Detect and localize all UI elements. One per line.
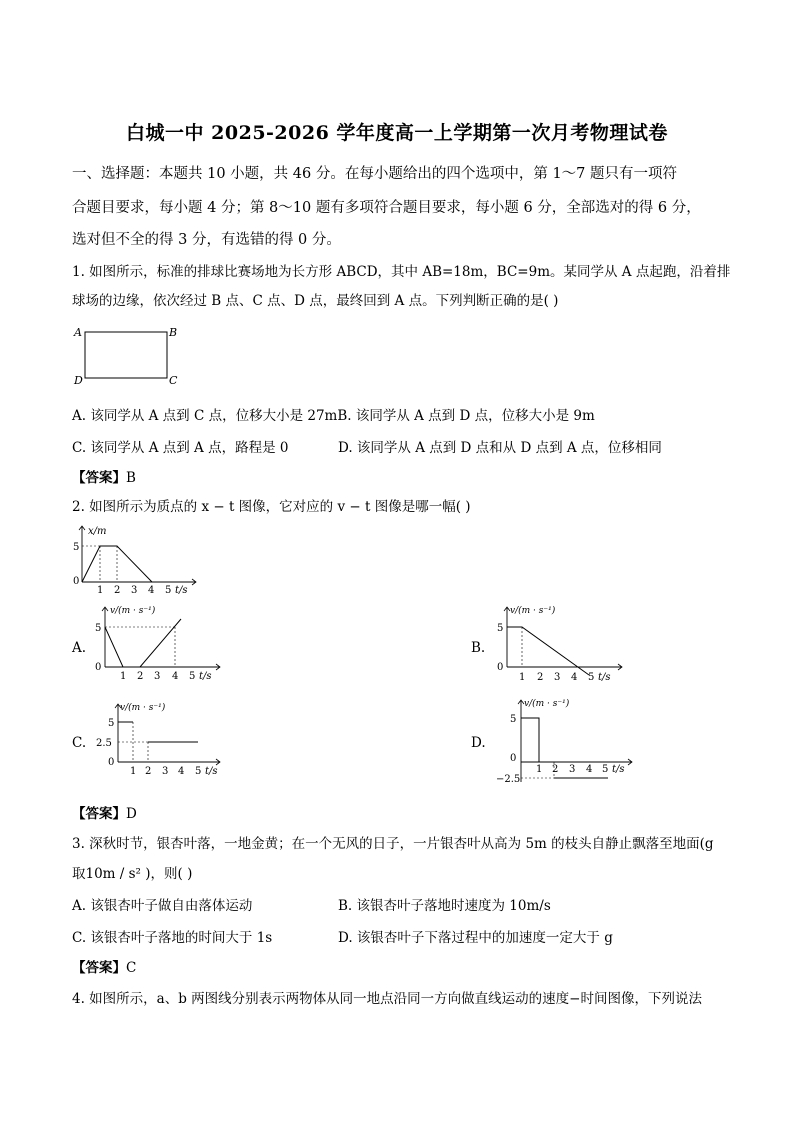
vt-c-tick-5: 5 (195, 766, 202, 777)
vt-b-tick-2: 2 (537, 672, 544, 683)
vt-d-yneg: −2.5 (496, 774, 521, 785)
q3-stem-line-2: 取10m / s² )，则( ) (72, 866, 193, 882)
q2-vt-graph-a (88, 603, 228, 685)
q2-option-a-label: A. (72, 640, 87, 656)
q1-option-d: D. 该同学从 A 点到 D 点和从 D 点到 A 点，位移相同 (338, 440, 662, 456)
vt-a-y5: 5 (95, 623, 102, 634)
vt-a-ylabel: v/(m · s⁻¹) (110, 606, 156, 616)
vt-d-tick-3: 3 (569, 764, 576, 775)
xt-tick-3: 3 (131, 585, 138, 596)
vt-c-tick-1: 1 (130, 766, 137, 777)
q3-option-c: C. 该银杏叶子落地的时间大于 1s (72, 930, 273, 946)
vt-a-tick-2: 2 (137, 671, 144, 682)
xt-y5: 5 (73, 542, 80, 553)
answer-label: 【答案】 (72, 470, 126, 486)
answer-value: B (126, 470, 136, 486)
court-label-c: C (169, 374, 178, 387)
vt-d-tick-2: 2 (552, 764, 559, 775)
q3-option-b: B. 该银杏叶子落地时速度为 10m/s (338, 898, 551, 914)
vt-d-zero: 0 (510, 753, 517, 764)
vt-c-ylabel: v/(m · s⁻¹) (120, 703, 166, 713)
q2-option-c-label: C. (72, 735, 87, 751)
q1-stem-line-2: 球场的边缘，依次经过 B 点、C 点、D 点，最终回到 A 点。下列判断正确的是( ) (72, 293, 559, 309)
q3-option-d: D. 该银杏叶子下落过程中的加速度一定大于 g (338, 930, 613, 946)
section-instructions-line-3: 选对但不全的得 3 分，有选错的得 0 分。 (72, 232, 341, 248)
vt-c-tick-3: 3 (162, 766, 169, 777)
xt-ylabel: x/m (88, 526, 107, 537)
q2-stem: 2. 如图所示为质点的 x − t 图像，它对应的 v − t 图像是哪一幅( ) (72, 499, 471, 515)
q1-option-a-b: A. 该同学从 A 点到 C 点，位移大小是 27mB. 该同学从 A 点到 D 点，位移大小是 9m (72, 408, 595, 424)
court-label-d: D (74, 374, 83, 387)
court-label-a: A (74, 326, 82, 339)
q1-option-c: C. 该同学从 A 点到 A 点，路程是 0 (72, 440, 289, 456)
vt-d-tick-4: 4 (586, 764, 593, 775)
vt-b-xlabel: t/s (598, 672, 611, 683)
q2-option-b-label: B. (471, 640, 486, 656)
q1-stem-line-1: 1. 如图所示，标准的排球比赛场地为长方形 ABCD，其中 AB=18m，BC=9m。某同学从 A 点起跑，沿着排 (72, 264, 731, 280)
xt-zero: 0 (73, 576, 80, 587)
q2-vt-graph-d (494, 694, 636, 789)
q3-stem-line-1: 3. 深秋时节，银杏叶落，一地金黄；在一个无风的日子，一片银杏叶从高为 5m 的枝头自静止飘落至地面(g (72, 836, 714, 852)
vt-b-ylabel: v/(m · s⁻¹) (510, 606, 556, 616)
vt-c-y5: 5 (108, 718, 115, 729)
q1-answer (72, 466, 136, 486)
xt-tick-2: 2 (114, 585, 121, 596)
section-instructions-line-1: 一、选择题：本题共 10 小题，共 46 分。在每小题给出的四个选项中，第 1～7 题只有一项符 (72, 166, 678, 182)
vt-d-tick-1: 1 (536, 764, 543, 775)
vt-d-tick-5: 5 (602, 764, 609, 775)
vt-b-tick-5: 5 (588, 672, 595, 683)
answer-label: 【答案】 (72, 806, 126, 822)
vt-d-ylabel: v/(m · s⁻¹) (524, 699, 570, 709)
vt-a-tick-3: 3 (154, 671, 161, 682)
vt-b-tick-4: 4 (571, 672, 578, 683)
vt-a-xlabel: t/s (199, 671, 212, 682)
vt-c-tick-2: 2 (145, 766, 152, 777)
xt-tick-4: 4 (148, 585, 155, 596)
q1-court-figure (70, 320, 190, 390)
vt-b-zero: 0 (497, 662, 504, 673)
q2-xt-graph (70, 520, 200, 600)
vt-b-tick-3: 3 (554, 672, 561, 683)
vt-c-zero: 0 (108, 757, 115, 768)
q2-option-d-label: D. (471, 735, 486, 751)
answer-label: 【答案】 (72, 960, 126, 976)
section-instructions-line-2: 合题目要求，每小题 4 分；第 8～10 题有多项符合题目要求，每小题 6 分，全部选对的得 6 分， (72, 200, 701, 216)
court-label-b: B (169, 326, 178, 339)
vt-c-tick-4: 4 (178, 766, 185, 777)
vt-a-tick-5: 5 (189, 671, 196, 682)
vt-b-y5: 5 (497, 623, 504, 634)
q3-option-a: A. 该银杏叶子做自由落体运动 (72, 898, 253, 914)
vt-a-tick-1: 1 (120, 671, 127, 682)
vt-a-zero: 0 (95, 662, 102, 673)
page-title: 白城一中 2025-2026 学年度高一上学期第一次月考物理试卷 (126, 122, 668, 144)
xt-tick-5: 5 (165, 585, 172, 596)
q2-vt-graph-b (490, 603, 630, 685)
answer-value: D (126, 806, 137, 822)
court-rectangle (85, 332, 167, 378)
vt-c-y25: 2.5 (96, 738, 112, 749)
vt-a-tick-4: 4 (172, 671, 179, 682)
q2-answer (72, 802, 137, 822)
vt-d-xlabel: t/s (612, 764, 625, 775)
vt-b-tick-1: 1 (519, 672, 526, 683)
q3-answer (72, 956, 136, 976)
vt-c-xlabel: t/s (205, 766, 218, 777)
xt-xlabel: t/s (175, 585, 188, 596)
vt-d-y5: 5 (510, 714, 517, 725)
q4-stem-line-1: 4. 如图所示，a、b 两图线分别表示两物体从同一地点沿同一方向做直线运动的速度−时间图像，下列说法 (72, 991, 702, 1007)
answer-value: C (126, 960, 137, 976)
q2-vt-graph-c (88, 700, 228, 782)
xt-tick-1: 1 (97, 585, 104, 596)
